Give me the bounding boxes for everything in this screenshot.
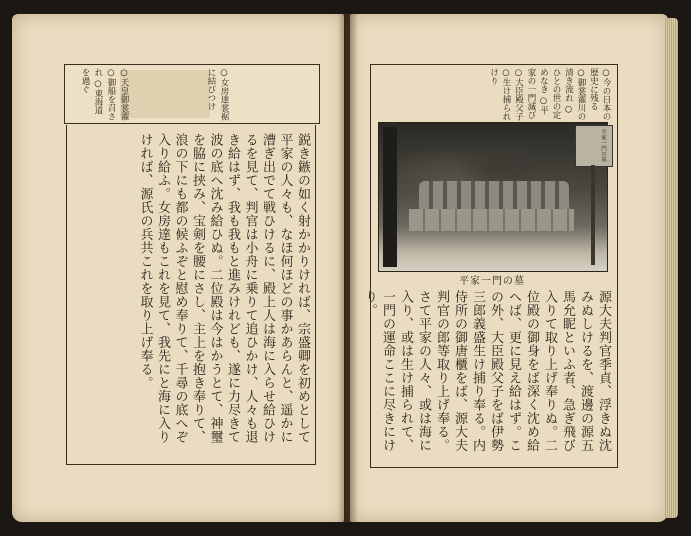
signboard-pole xyxy=(591,165,595,265)
signboard-text: 平家一門の墓 xyxy=(600,129,606,162)
book-gutter xyxy=(338,14,358,522)
tree-trunk xyxy=(383,127,397,267)
right-header-notes: ○今の日本の歴史に残る ○御裳濯川の清き流れ ○ひとの世の定めなき ○平家の一門滅び ○大臣殿父子 ○生け捕られけり xyxy=(488,68,611,121)
left-header-notes: ○天皇御裳濯 ○御船を召され ○東海道を過ぐ xyxy=(80,68,129,121)
left-body-text: 鋭き鏃の如く射かかりければ、宗盛卿を初めとして平家の人々も、なほ何ほどの事かあらんと、遥かに漕ぎ出でて戦ひけるに、殿上人は海に入らせ給ひけるを見て、判官は小舟に乗りて追ひかけ、人々も退き給はず、我も我もと進みけれども、遂に力尽きて波の底へ沈み給ひぬ。二位殿は今はかうとて、神璽を脇に挟み、宝剣を腰にさし、主上を抱き奉りて、浪の下にも都の候ふぞと慰め奉りて、千尋の底へぞ入り給ふ。女房達もこれを見て、我先にと海に入りければ、源氏の兵共これを取り上げ奉る。 xyxy=(66,125,316,465)
right-body-text: 源大夫判官季貞、浮きぬ沈みぬしけるを、渡邊の源五馬允眤といふ者、急ぎ飛び入りて取り上げ奉りぬ。二位殿の御身をば深く沈め給へば、更に見え給はず。この外、大臣殿父子をば伊勢三郎義盛生け捕り奉る。内侍所の御唐櫃をば、源大夫判官の郎等取り上げ奉る。さて平家の人々、或は海に入り、或は生け捕られて、一門の運命ここに尽きにけり。 xyxy=(362,290,611,452)
grave-photograph xyxy=(378,122,608,272)
stone-wall xyxy=(409,209,574,231)
left-header-notes-2: ○女房達裳裾に結びつけ xyxy=(206,68,229,121)
page-edges xyxy=(664,18,678,518)
left-header-faded-title xyxy=(120,70,210,118)
gravestones xyxy=(419,181,569,211)
photo-caption: 墓の門一家平 xyxy=(459,276,525,287)
